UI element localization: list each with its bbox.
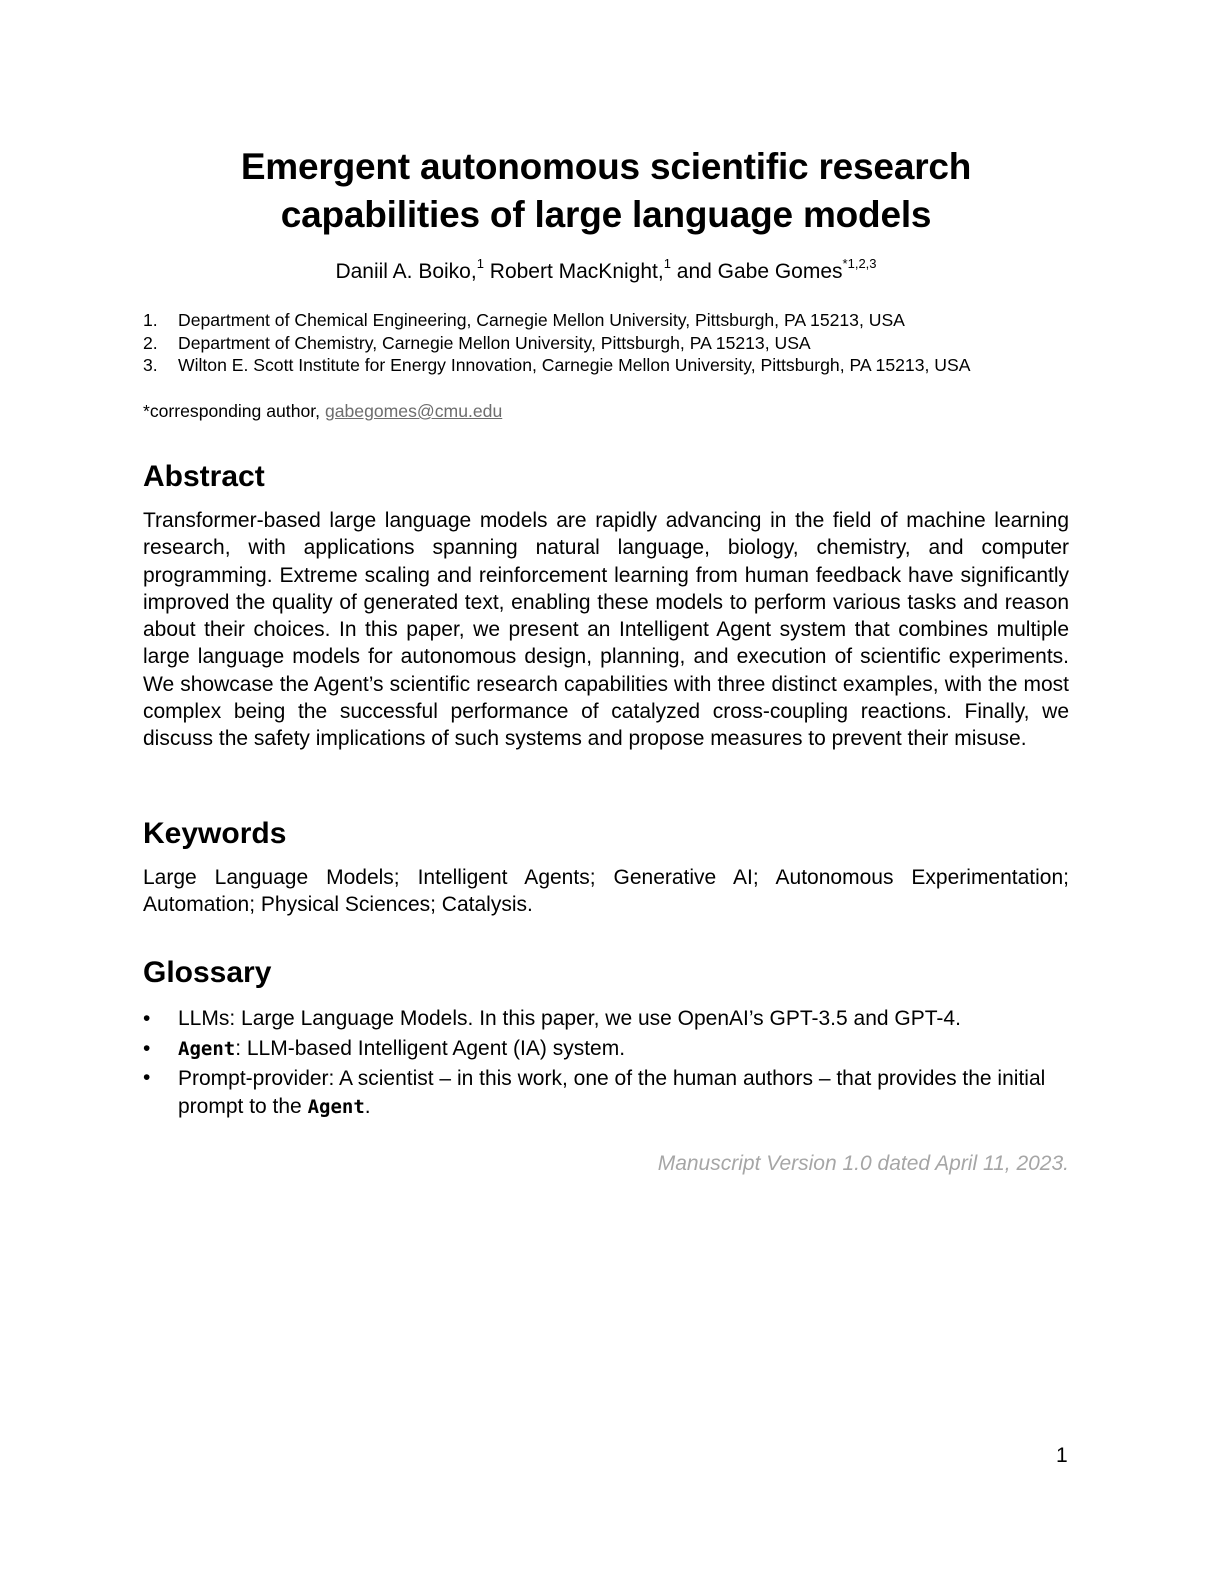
affiliation-number: 3. <box>143 355 158 375</box>
bullet-icon: • <box>143 1037 151 1060</box>
affiliation-item <box>143 332 1083 355</box>
author-affiliation-mark: 1 <box>663 256 671 271</box>
manuscript-version-note: Manuscript Version 1.0 dated April 11, 2023. <box>657 1152 1069 1175</box>
glossary-term: Agent <box>178 1038 236 1060</box>
affiliation-text: Department of Chemistry, Carnegie Mellon University, Pittsburgh, PA 15213, USA <box>178 332 811 353</box>
author-name: Daniil A. Boiko, <box>335 260 477 283</box>
abstract-heading: Abstract <box>143 460 265 493</box>
glossary-item <box>143 1004 1069 1034</box>
keywords-heading: Keywords <box>143 817 287 850</box>
corresponding-author <box>143 399 502 423</box>
glossary-item <box>143 1034 1069 1064</box>
glossary-term: Agent <box>307 1096 365 1118</box>
affiliation-text: Wilton E. Scott Institute for Energy Innovation, Carnegie Mellon University, Pittsburgh, PA 15213, USA <box>178 355 971 375</box>
email-link[interactable]: gabegomes@cmu.edu <box>324 401 503 421</box>
affiliation-text: Department of Chemical Engineering, Carnegie Mellon University, Pittsburgh, PA 15213, USA <box>178 310 905 330</box>
paper-title <box>143 143 1069 239</box>
affiliation-number: 1. <box>143 310 158 330</box>
title-line-2: capabilities of large language models <box>280 194 932 235</box>
bullet-icon: • <box>143 1066 151 1089</box>
corresponding-label: *corresponding author, <box>143 401 325 421</box>
glossary-text-end: . <box>364 1095 371 1118</box>
glossary-list <box>143 1004 1069 1121</box>
affiliation-item <box>143 354 1083 377</box>
author-affiliation-mark: *1,2,3 <box>842 256 877 271</box>
affiliation-number: 2. <box>143 332 158 353</box>
glossary-text: : LLM-based Intelligent Agent (IA) system. <box>235 1037 626 1060</box>
title-line-1: Emergent autonomous scientific research <box>240 146 972 187</box>
affiliation-list <box>143 309 1083 377</box>
page-number: 1 <box>1056 1444 1068 1467</box>
glossary-text: Prompt-provider: A scientist – in this work, one of the human authors – that provides the initial prompt to the <box>178 1067 1046 1118</box>
author-list <box>143 258 1069 286</box>
author-name: Robert MacKnight, <box>483 260 664 283</box>
glossary-heading: Glossary <box>143 956 272 989</box>
keywords-text: Large Language Models; Intelligent Agents; Generative AI; Autonomous Experimentation; Automation; Physical Sciences; Catalysis. <box>143 866 1069 917</box>
author-affiliation-mark: 1 <box>476 256 484 271</box>
glossary-item <box>143 1064 1069 1121</box>
bullet-icon: • <box>143 1007 151 1030</box>
affiliation-item <box>143 309 1083 332</box>
glossary-text: LLMs: Large Language Models. In this paper, we use OpenAI’s GPT-3.5 and GPT-4. <box>178 1007 961 1030</box>
author-name: and Gabe Gomes <box>670 260 843 283</box>
abstract-text: Transformer-based large language models are rapidly advancing in the field of machine learning research, with applications spanning natural language, biology, chemistry, and computer programming. Extreme scaling and reinforcement learning from human feedback have significantly improved the quality of generated text, enabling these models to perform various tasks and reason about their choices. In this paper, we present an Intelligent Agent system that combines multiple large language models for autonomous design, planning, and execution of scientific experiments. We showcase the Agent’s scientific research capabilities with three distinct examples, with the most complex being the successful performance of catalyzed cross-coupling reactions. Finally, we discuss the safety implications of such systems and propose measures to prevent their misuse. <box>143 509 1069 751</box>
